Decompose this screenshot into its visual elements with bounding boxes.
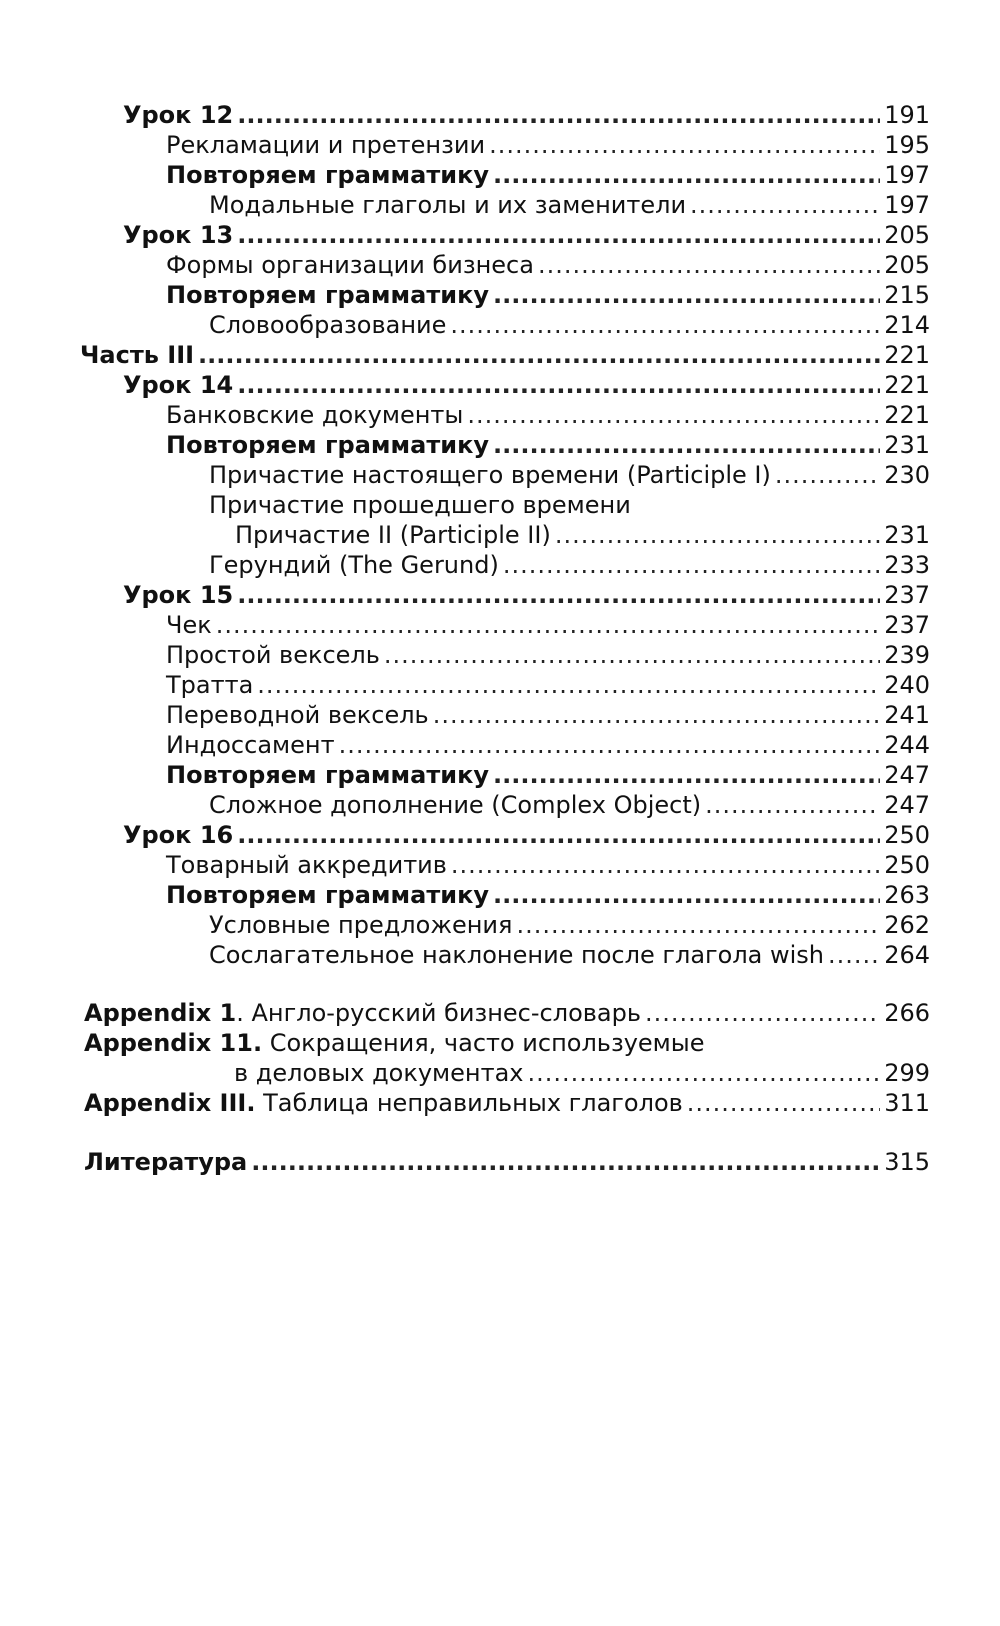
entry-label: Словообразование bbox=[209, 311, 447, 339]
toc-entry bbox=[166, 640, 930, 670]
toc-appendix-2-continued bbox=[234, 1058, 930, 1088]
page-number: 197 bbox=[884, 191, 930, 219]
entry-label: Литература bbox=[84, 1148, 248, 1176]
appendix-title: Appendix 11. bbox=[84, 1029, 263, 1057]
toc-entry-lesson-13 bbox=[123, 220, 930, 250]
leader-dots bbox=[251, 1147, 880, 1177]
toc-entry-grammar bbox=[166, 880, 930, 910]
leader-dots bbox=[705, 790, 880, 820]
page-number: 247 bbox=[884, 761, 930, 789]
entry-label: Причастие прошедшего времени bbox=[209, 491, 631, 519]
page-number: 240 bbox=[884, 671, 930, 699]
entry-label: Сослагательное наклонение после глагола wish bbox=[209, 941, 824, 969]
page-number: 221 bbox=[884, 401, 930, 429]
page-number: 250 bbox=[884, 851, 930, 879]
leader-dots bbox=[237, 820, 880, 850]
page-number: 264 bbox=[884, 941, 930, 969]
toc-entry bbox=[166, 250, 930, 280]
entry-label: Формы организации бизнеса bbox=[166, 251, 534, 279]
entry-label: Герундий (The Gerund) bbox=[209, 551, 499, 579]
entry-label: Сложное дополнение (Complex Object) bbox=[209, 791, 702, 819]
page-number: 195 bbox=[884, 131, 930, 159]
leader-dots bbox=[503, 550, 880, 580]
page-number: 311 bbox=[884, 1089, 930, 1117]
page-number: 205 bbox=[884, 221, 930, 249]
page-number: 231 bbox=[884, 431, 930, 459]
leader-dots bbox=[433, 700, 881, 730]
leader-dots bbox=[516, 910, 880, 940]
entry-label: Переводной вексель bbox=[166, 701, 429, 729]
leader-dots bbox=[555, 520, 880, 550]
entry-label: Модальные глаголы и их заменители bbox=[209, 191, 687, 219]
entry-label: Часть III bbox=[80, 341, 195, 369]
toc-entry bbox=[235, 520, 930, 550]
toc-entry bbox=[166, 400, 930, 430]
page-number: 221 bbox=[884, 371, 930, 399]
appendix-text: Сокращения, часто используемые bbox=[262, 1029, 705, 1057]
leader-dots bbox=[467, 400, 880, 430]
entry-label: Урок 13 bbox=[123, 221, 234, 249]
entry-label: Товарный аккредитив bbox=[166, 851, 447, 879]
toc-entry-literature bbox=[84, 1147, 930, 1177]
page-number: 315 bbox=[884, 1148, 930, 1176]
leader-dots bbox=[645, 998, 880, 1028]
leader-dots bbox=[493, 880, 880, 910]
toc-entry bbox=[166, 850, 930, 880]
entry-label: Тратта bbox=[166, 671, 254, 699]
toc-entry bbox=[209, 910, 930, 940]
leader-dots bbox=[493, 430, 880, 460]
leader-dots bbox=[775, 460, 880, 490]
toc-entry-lesson-14 bbox=[123, 370, 930, 400]
appendix-text: в деловых документах bbox=[234, 1059, 524, 1087]
toc-appendix-1 bbox=[84, 998, 930, 1028]
leader-dots bbox=[237, 370, 880, 400]
toc-entry bbox=[166, 130, 930, 160]
leader-dots bbox=[384, 640, 880, 670]
page-number: 197 bbox=[884, 161, 930, 189]
entry-label: Причастие настоящего времени (Participle I) bbox=[209, 461, 771, 489]
toc-entry bbox=[209, 940, 930, 970]
toc-entry bbox=[166, 730, 930, 760]
toc-entry-grammar bbox=[166, 760, 930, 790]
toc-entry bbox=[209, 460, 930, 490]
entry-label: Простой вексель bbox=[166, 641, 380, 669]
leader-dots bbox=[489, 130, 880, 160]
page-number: 231 bbox=[884, 521, 930, 549]
page-number: 205 bbox=[884, 251, 930, 279]
leader-dots bbox=[257, 670, 880, 700]
entry-label: Причастие II (Participle II) bbox=[235, 521, 551, 549]
page-number: 299 bbox=[884, 1059, 930, 1087]
toc-entry bbox=[209, 790, 930, 820]
appendix-title: Appendix 1 bbox=[84, 999, 237, 1027]
entry-label: Повторяем грамматику bbox=[166, 161, 490, 189]
leader-dots bbox=[687, 1088, 880, 1118]
leader-dots bbox=[216, 610, 880, 640]
toc-entry-grammar bbox=[166, 160, 930, 190]
toc-entry-lesson-12 bbox=[123, 100, 930, 130]
entry-label: Урок 12 bbox=[123, 101, 234, 129]
page-number: 262 bbox=[884, 911, 930, 939]
appendix-title: Appendix III. bbox=[84, 1089, 256, 1117]
page-number: 214 bbox=[884, 311, 930, 339]
leader-dots bbox=[528, 1058, 881, 1088]
leader-dots bbox=[237, 220, 880, 250]
toc-entry bbox=[209, 190, 930, 220]
appendix-text: Таблица неправильных глаголов bbox=[255, 1089, 683, 1117]
entry-label: Рекламации и претензии bbox=[166, 131, 486, 159]
leader-dots bbox=[451, 850, 880, 880]
leader-dots bbox=[237, 100, 880, 130]
toc-entry bbox=[166, 670, 930, 700]
entry-label: Урок 15 bbox=[123, 581, 234, 609]
leader-dots bbox=[339, 730, 881, 760]
leader-dots bbox=[450, 310, 880, 340]
toc-entry-grammar bbox=[166, 280, 930, 310]
toc-entry-lesson-15 bbox=[123, 580, 930, 610]
entry-label: Банковские документы bbox=[166, 401, 464, 429]
page-number: 263 bbox=[884, 881, 930, 909]
page-number: 250 bbox=[884, 821, 930, 849]
leader-dots bbox=[237, 580, 880, 610]
entry-label: Повторяем грамматику bbox=[166, 281, 490, 309]
page-number: 230 bbox=[884, 461, 930, 489]
toc-entry-grammar bbox=[166, 430, 930, 460]
page-number: 239 bbox=[884, 641, 930, 669]
toc-entry-lesson-16 bbox=[123, 820, 930, 850]
toc-entry bbox=[166, 700, 930, 730]
leader-dots bbox=[828, 940, 880, 970]
entry-label: Урок 16 bbox=[123, 821, 234, 849]
page-number: 237 bbox=[884, 611, 930, 639]
entry-label: Урок 14 bbox=[123, 371, 234, 399]
page-number: 191 bbox=[884, 101, 930, 129]
page-number: 237 bbox=[884, 581, 930, 609]
leader-dots bbox=[493, 760, 880, 790]
toc-appendix-2 bbox=[84, 1028, 705, 1058]
leader-dots bbox=[690, 190, 880, 220]
toc-entry bbox=[209, 550, 930, 580]
entry-label: Чек bbox=[166, 611, 212, 639]
entry-label: Повторяем грамматику bbox=[166, 761, 490, 789]
entry-label: Повторяем грамматику bbox=[166, 431, 490, 459]
page-number: 247 bbox=[884, 791, 930, 819]
page-number: 266 bbox=[884, 999, 930, 1027]
leader-dots bbox=[493, 280, 880, 310]
entry-label: Индоссамент bbox=[166, 731, 335, 759]
toc-entry bbox=[166, 610, 930, 640]
page-number: 241 bbox=[884, 701, 930, 729]
toc-entry-continued bbox=[209, 490, 631, 520]
leader-dots bbox=[198, 340, 880, 370]
appendix-text: . Англо-русский бизнес-словарь bbox=[236, 999, 641, 1027]
toc-entry-part-3 bbox=[80, 340, 930, 370]
leader-dots bbox=[493, 160, 880, 190]
page-number: 244 bbox=[884, 731, 930, 759]
entry-label: Повторяем грамматику bbox=[166, 881, 490, 909]
leader-dots bbox=[538, 250, 880, 280]
toc-appendix-3 bbox=[84, 1088, 930, 1118]
page-number: 221 bbox=[884, 341, 930, 369]
toc-entry bbox=[209, 310, 930, 340]
entry-label: Условные предложения bbox=[209, 911, 513, 939]
page-number: 233 bbox=[884, 551, 930, 579]
page-number: 215 bbox=[884, 281, 930, 309]
